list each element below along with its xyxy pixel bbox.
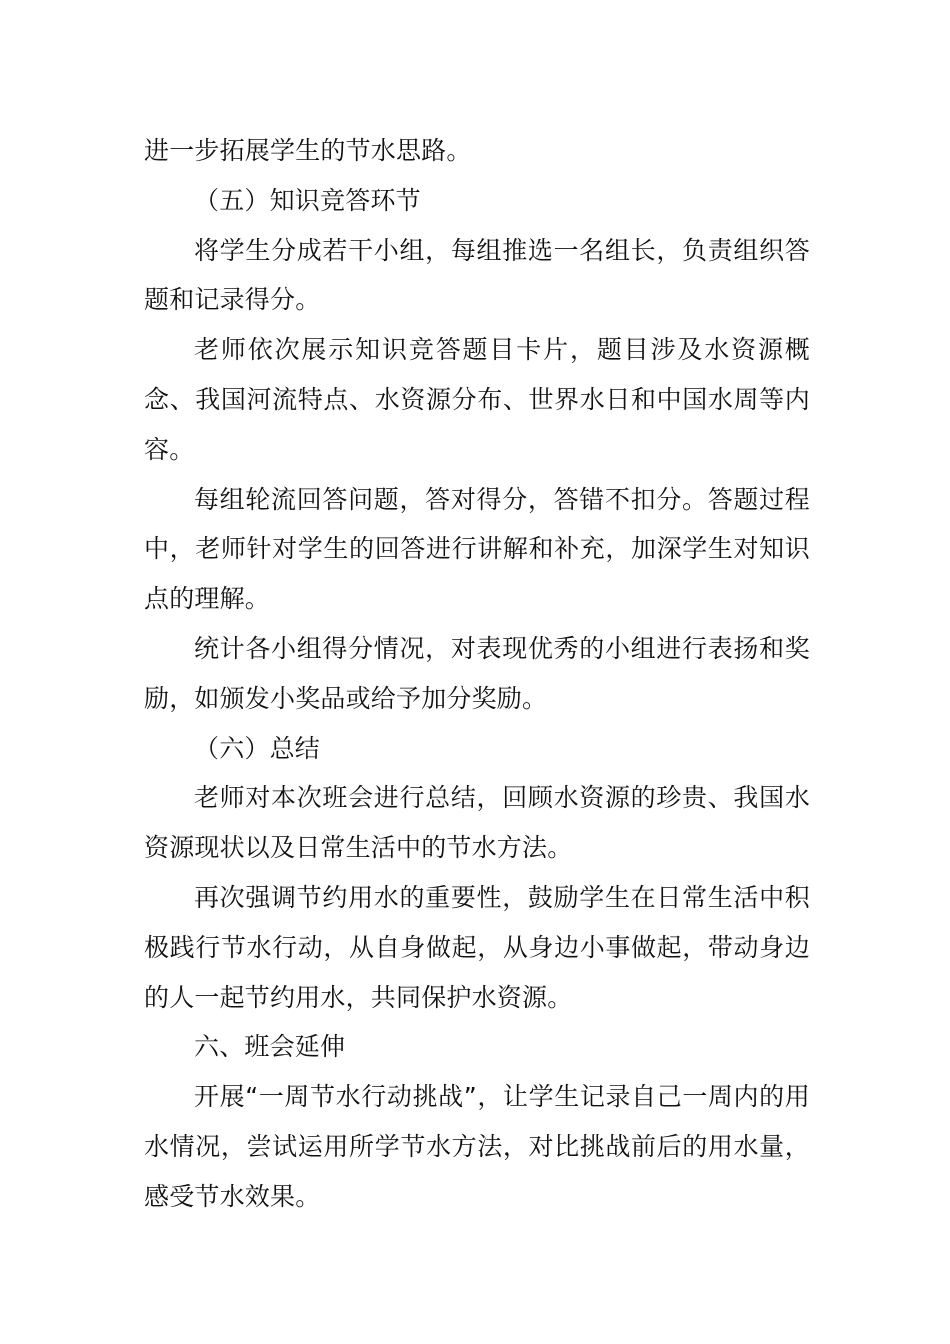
document-body xyxy=(144,126,810,1222)
section-heading-summary: （六）总结 xyxy=(194,733,321,763)
section-heading-knowledge-quiz: （五）知识竞答环节 xyxy=(194,185,421,215)
paragraph: 统计各小组得分情况，对表现优秀的小组进行表扬和奖励，如颁发小奖品或给予加分奖励。 xyxy=(144,633,810,713)
paragraph: 老师对本次班会进行总结，回顾水资源的珍贵、我国水资源现状以及日常生活中的节水方法。 xyxy=(144,783,810,863)
paragraph: 将学生分成若干小组，每组推选一名组长，负责组织答题和记录得分。 xyxy=(144,235,810,315)
paragraph: 再次强调节约用水的重要性，鼓励学生在日常生活中积极践行节水行动，从自身做起，从身边小事做起，带动身边的人一起节约用水，共同保护水资源。 xyxy=(144,882,810,1012)
paragraph: 开展“一周节水行动挑战”，让学生记录自己一周内的用水情况，尝试运用所学节水方法，对比挑战前后的用水量，感受节水效果。 xyxy=(144,1082,810,1211)
paragraph-continuation: 进一步拓展学生的节水思路。 xyxy=(144,136,472,165)
section-heading-extension: 六、班会延伸 xyxy=(194,1032,346,1062)
paragraph: 每组轮流回答问题，答对得分，答错不扣分。答题过程中，老师针对学生的回答进行讲解和补充，加深学生对知识点的理解。 xyxy=(144,484,810,614)
paragraph: 老师依次展示知识竞答题目卡片，题目涉及水资源概念、我国河流特点、水资源分布、世界水日和中国水周等内容。 xyxy=(144,335,810,464)
